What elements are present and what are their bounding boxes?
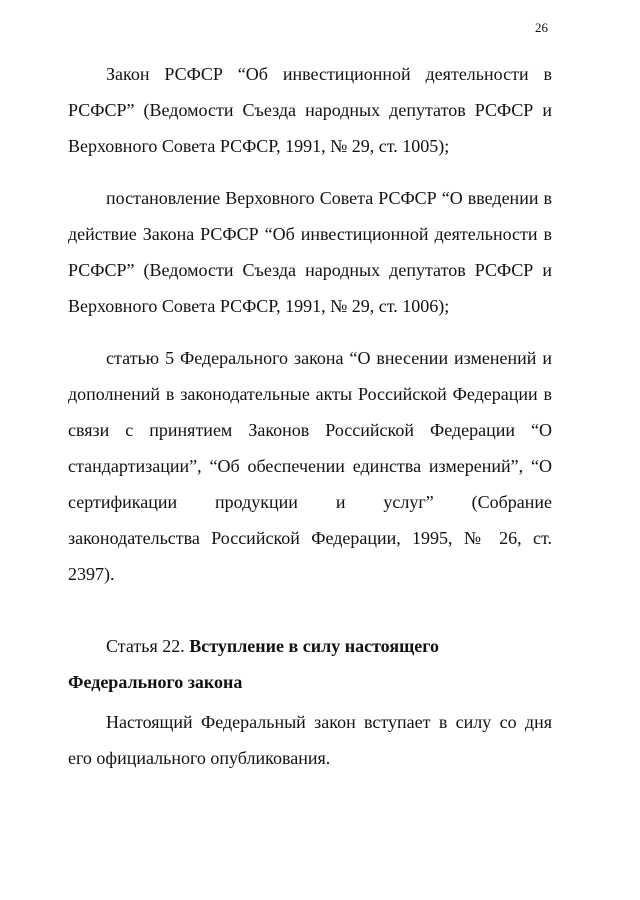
article-text: Настоящий Федеральный закон вступает в силу со дня его официального опубликования.: [68, 712, 552, 768]
document-body: [68, 56, 552, 792]
article-number: Статья 22.: [106, 636, 185, 656]
article-title: Вступление в силу настоящего Федерального закона: [68, 636, 439, 692]
repealed-act-paragraph-2: постановление Верховного Совета РСФСР “О введении в действие Закона РСФСР “Об инвестиционной деятельности в РСФСР” (Ведомости Съезда народных депутатов РСФСР и Верховного Совета РСФСР, 1991, № 29, ст. 1006);: [68, 188, 552, 316]
repealed-act-paragraph-1: Закон РСФСР “Об инвестиционной деятельности в РСФСР” (Ведомости Съезда народных депутатов РСФСР и Верховного Совета РСФСР, 1991, № 29, ст. 1005);: [68, 64, 552, 156]
repealed-act-paragraph-3: статью 5 Федерального закона “О внесении изменений и дополнений в законодательные акты Российской Федерации в связи с принятием Законов Российской Федерации “О стандартизации”, “Об обеспечении единства измерений”, “О сертификации продукции и услуг” (Собрание законодательства Российской Федерации, 1995, № 26, ст. 2397).: [68, 348, 552, 584]
article-heading: [68, 628, 552, 700]
page-number: 26: [535, 20, 548, 35]
